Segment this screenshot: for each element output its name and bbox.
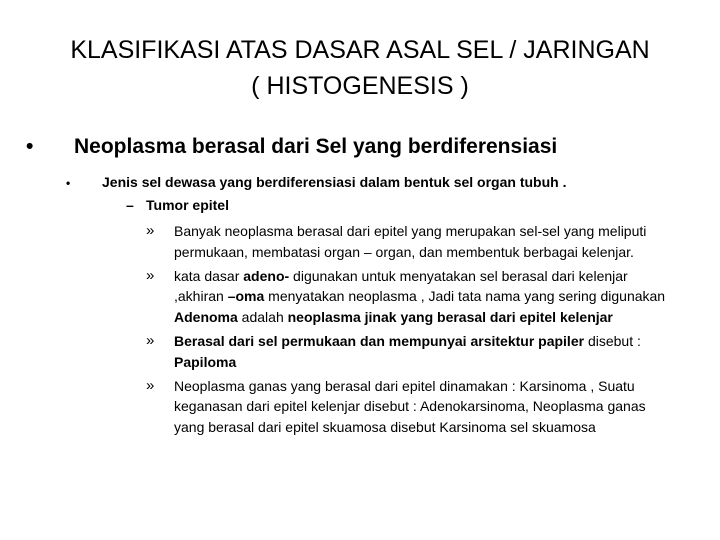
list-item (146, 221, 676, 263)
text-run: adalah (237, 309, 288, 326)
level-2-bullet-item (66, 172, 686, 193)
bullet-marker: • (26, 135, 34, 158)
bold-term: Adenoma (174, 309, 238, 326)
level-2-text: Jenis sel dewasa yang berdiferensiasi dalam bentuk sel organ tubuh . (102, 174, 567, 190)
double-chevron-icon: » (146, 222, 155, 239)
list-item (146, 331, 676, 373)
bullet-marker: • (66, 176, 71, 190)
bold-term: Berasal dari sel permukaan dan mempunyai arsitektur papiler (174, 332, 585, 349)
text-run: menyatakan neoplasma , Jadi tata nama yang sering digunakan (264, 288, 666, 305)
slide-title (40, 32, 680, 104)
level-3-text: Tumor epitel (146, 197, 229, 213)
slide-title-line-1: KLASIFIKASI ATAS DASAR ASAL SEL / JARINGAN (70, 36, 650, 64)
level-3-dash-item (126, 195, 686, 215)
level-1-bullet-item (22, 133, 702, 161)
text-run: disebut : (584, 332, 641, 349)
slide-title-line-2: ( HISTOGENESIS ) (251, 72, 469, 100)
text-run: kata dasar (174, 267, 244, 284)
bold-term: Papiloma (174, 353, 237, 370)
list-item-text: Banyak neoplasma berasal dari epitel yang merupakan sel-sel yang meliputi permukaan, membatasi organ – organ, dan membentuk berbagai kelenjar. (174, 223, 647, 260)
list-item (146, 266, 676, 328)
double-chevron-icon: » (146, 376, 155, 394)
list-item (146, 376, 676, 438)
bold-term: –oma (227, 288, 265, 305)
level-1-text: Neoplasma berasal dari Sel yang berdiferensiasi (74, 135, 558, 158)
bold-term: adeno- (243, 267, 290, 284)
level-4-list (146, 221, 676, 441)
double-chevron-icon: » (146, 331, 155, 349)
double-chevron-icon: » (146, 266, 155, 284)
dash-marker: – (126, 197, 134, 213)
list-item-text: Neoplasma ganas yang berasal dari epitel dinamakan : Karsinoma , Suatu keganasan dari epitel kelenjar disebut : Adenokarsinoma, Neoplasma ganas yang berasal dari epitel skuamosa disebut Karsinoma sel skuamosa (174, 377, 646, 436)
bold-term: neoplasma jinak yang berasal dari epitel kelenjar (287, 309, 613, 326)
text-run: digunakan untuk menyatakan sel berasal dari kelenjar ,akhiran (174, 267, 628, 305)
